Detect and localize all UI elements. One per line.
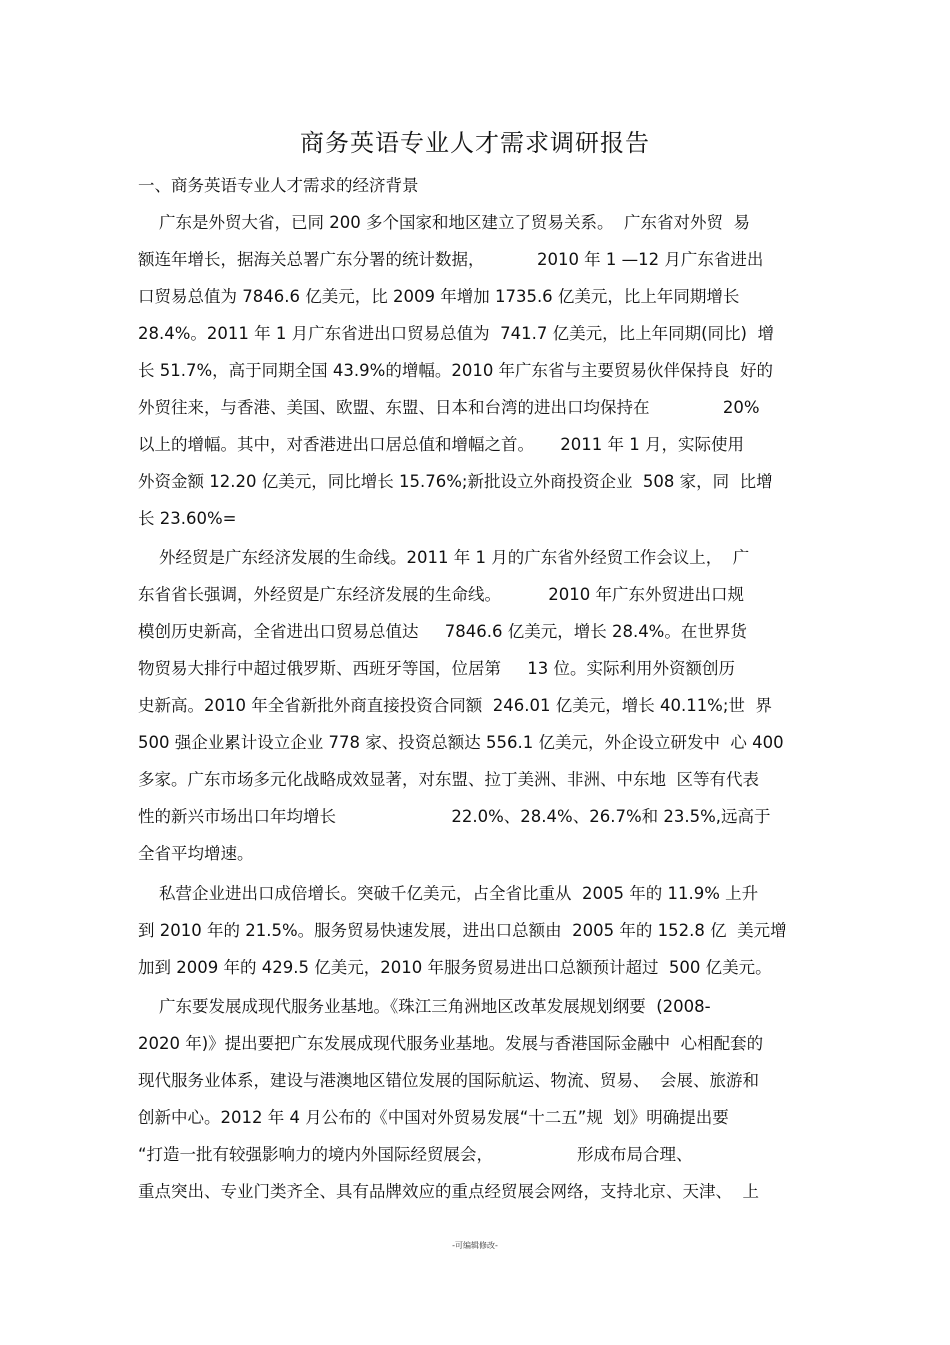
body-line: 性的新兴市场出口年均增长 22.0%、28.4%、26.7%和 23.5%,远高于 xyxy=(138,807,771,826)
body-line: 全省平均增速。 xyxy=(138,844,254,863)
body-line: 模创历史新高，全省进出口贸易总值达 7846.6 亿美元，增长 28.4%。在世界货 xyxy=(138,622,747,641)
body-line: 私营企业进出口成倍增长。突破千亿美元，占全省比重从 2005 年的 11.9% 上升 xyxy=(138,884,759,903)
body-line: 物贸易大排行中超过俄罗斯、西班牙等国，位居第 13 位。实际利用外资额创历 xyxy=(138,659,735,678)
body-line: 加到 2009 年的 429.5 亿美元，2010 年服务贸易进出口总额预计超过 500 亿美元。 xyxy=(138,958,772,977)
body-line: 重点突出、专业门类齐全、具有品牌效应的重点经贸展会网络，支持北京、天津、 上 xyxy=(138,1182,759,1201)
body-line: 多家。广东市场多元化战略成效显著，对东盟、拉丁美洲、非洲、中东地 区等有代表 xyxy=(138,770,759,789)
body-line: 28.4%。2011 年 1 月广东省进出口贸易总值为 741.7 亿美元，比上年同期(同比) 增 xyxy=(138,324,774,343)
body-line: 外资金额 12.20 亿美元，同比增长 15.76%;新批设立外商投资企业 508 家，同 比增 xyxy=(138,472,773,491)
body-line: 广东要发展成现代服务业基地。《珠江三角洲地区改革发展规划纲要 (2008- xyxy=(138,997,711,1016)
body-line: 2020 年)》提出要把广东发展成现代服务业基地。发展与香港国际金融中 心相配套的 xyxy=(138,1034,764,1053)
body-line: 外贸往来，与香港、美国、欧盟、东盟、日本和台湾的进出口均保持在 20% xyxy=(138,398,760,417)
body-line: 史新高。2010 年全省新批外商直接投资合同额 246.01 亿美元，增长 40.11%;世 界 xyxy=(138,696,772,715)
body-line: 创新中心。2012 年 4 月公布的《中国对外贸易发展“十二五”规 划》明确提出要 xyxy=(138,1108,729,1127)
body-line: 现代服务业体系，建设与港澳地区错位发展的国际航运、物流、贸易、 会展、旅游和 xyxy=(138,1071,759,1090)
body-line: 外经贸是广东经济发展的生命线。2011 年 1 月的广东省外经贸工作会议上， 广 xyxy=(138,548,750,567)
document-title: 商务英语专业人才需求调研报告 xyxy=(300,129,650,157)
body-line: 500 强企业累计设立企业 778 家、投资总额达 556.1 亿美元，外企设立研发中 心 400 xyxy=(138,733,784,752)
body-line: 额连年增长，据海关总署广东分署的统计数据， 2010 年 1 —12 月广东省进出 xyxy=(138,250,764,269)
body-line: 长 51.7%，高于同期全国 43.9%的增幅。2010 年广东省与主要贸易伙伴保持良 好的 xyxy=(138,361,774,380)
body-line: 到 2010 年的 21.5%。服务贸易快速发展，进出口总额由 2005 年的 152.8 亿 美元增 xyxy=(138,921,787,940)
body-line: 长 23.60%= xyxy=(138,509,237,528)
body-line: 广东是外贸大省，已同 200 多个国家和地区建立了贸易关系。 广东省对外贸 易 xyxy=(138,213,750,232)
body-line: “打造一批有较强影响力的境内外国际经贸展会， 形成布局合理、 xyxy=(138,1145,693,1164)
section-heading: 一、商务英语专业人才需求的经济背景 xyxy=(138,176,419,195)
body-line: 以上的增幅。其中，对香港进出口居总值和增幅之首。 2011 年 1 月，实际使用 xyxy=(138,435,744,454)
body-line: 口贸易总值为 7846.6 亿美元，比 2009 年增加 1735.6 亿美元，比上年同期增长 xyxy=(138,287,740,306)
body-line: 东省省长强调，外经贸是广东经济发展的生命线。 2010 年广东外贸进出口规 xyxy=(138,585,744,604)
page-footer: -可编辑修改- xyxy=(452,1241,498,1250)
